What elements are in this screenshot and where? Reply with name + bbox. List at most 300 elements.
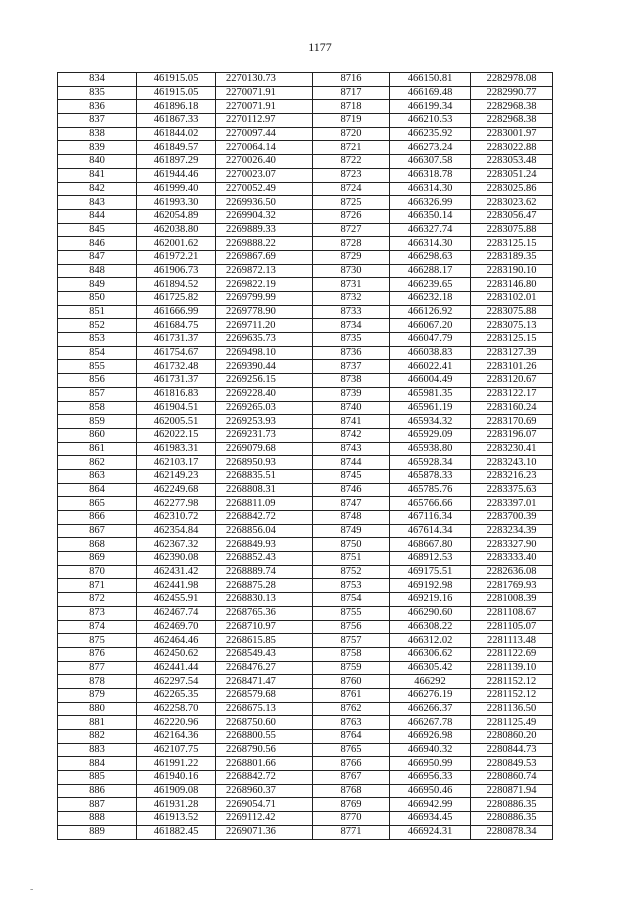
table-cell: 2270064.14 — [216, 141, 313, 155]
table-row — [58, 647, 553, 661]
table-cell: 462022.15 — [137, 428, 216, 442]
table-cell: 2283189.35 — [471, 250, 553, 264]
table-cell: 466326.99 — [390, 196, 471, 210]
table-cell: 8716 — [313, 73, 390, 87]
table-row — [58, 743, 553, 757]
table-cell: 2268960.37 — [216, 784, 313, 798]
table-cell: 466950.46 — [390, 784, 471, 798]
table-cell: 2270026.40 — [216, 155, 313, 169]
table-cell: 2283125.15 — [471, 333, 553, 347]
table-row — [58, 812, 553, 826]
table-cell: 8729 — [313, 250, 390, 264]
table-cell: 888 — [58, 812, 137, 826]
table-cell: 466327.74 — [390, 223, 471, 237]
table-cell: 462464.46 — [137, 634, 216, 648]
table-cell: 860 — [58, 428, 137, 442]
table-cell: 461993.30 — [137, 196, 216, 210]
table-cell: 465929.09 — [390, 428, 471, 442]
table-cell: 466934.45 — [390, 812, 471, 826]
table-cell: 461913.52 — [137, 812, 216, 826]
table-cell: 461931.28 — [137, 798, 216, 812]
table-cell: 8770 — [313, 812, 390, 826]
table-cell: 2270112.97 — [216, 114, 313, 128]
footer-mark: - — [30, 884, 34, 895]
table-cell: 466306.62 — [390, 647, 471, 661]
table-cell: 466926.98 — [390, 730, 471, 744]
table-cell: 841 — [58, 168, 137, 182]
table-cell: 462103.17 — [137, 456, 216, 470]
table-cell: 462038.80 — [137, 223, 216, 237]
table-cell: 874 — [58, 620, 137, 634]
table-row — [58, 620, 553, 634]
table-cell: 465981.35 — [390, 387, 471, 401]
table-row — [58, 250, 553, 264]
table-cell: 2268830.13 — [216, 593, 313, 607]
table-row — [58, 319, 553, 333]
table-cell: 462054.89 — [137, 209, 216, 223]
table-cell: 2269936.50 — [216, 196, 313, 210]
table-cell: 848 — [58, 264, 137, 278]
table-cell: 846 — [58, 237, 137, 251]
table-cell: 2283122.17 — [471, 387, 553, 401]
table-cell: 8769 — [313, 798, 390, 812]
table-row — [58, 716, 553, 730]
table-row — [58, 497, 553, 511]
table-cell: 462354.84 — [137, 524, 216, 538]
table-cell: 2283075.88 — [471, 223, 553, 237]
table-cell: 2282968.38 — [471, 100, 553, 114]
table-cell: 461940.16 — [137, 771, 216, 785]
table-cell: 871 — [58, 579, 137, 593]
table-cell: 837 — [58, 114, 137, 128]
table-cell: 2283053.48 — [471, 155, 553, 169]
table-cell: 461904.51 — [137, 401, 216, 415]
table-cell: 8750 — [313, 538, 390, 552]
table-cell: 466290.60 — [390, 606, 471, 620]
table-row — [58, 223, 553, 237]
table-cell: 851 — [58, 305, 137, 319]
table-cell: 8724 — [313, 182, 390, 196]
table-cell: 873 — [58, 606, 137, 620]
table-cell: 8762 — [313, 702, 390, 716]
table-cell: 465961.19 — [390, 401, 471, 415]
table-cell: 853 — [58, 333, 137, 347]
table-cell: 466126.92 — [390, 305, 471, 319]
table-row — [58, 264, 553, 278]
table-cell: 2281139.10 — [471, 661, 553, 675]
table-cell: 2268579.68 — [216, 688, 313, 702]
table-cell: 2283234.39 — [471, 524, 553, 538]
table-cell: 466169.48 — [390, 86, 471, 100]
table-cell: 8753 — [313, 579, 390, 593]
table-cell: 462249.68 — [137, 483, 216, 497]
table-cell: 2283102.01 — [471, 292, 553, 306]
table-cell: 2283397.01 — [471, 497, 553, 511]
table-cell: 8766 — [313, 757, 390, 771]
table-cell: 2269071.36 — [216, 825, 313, 839]
table-cell: 8761 — [313, 688, 390, 702]
table-cell: 2281008.39 — [471, 593, 553, 607]
table-cell: 2281122.69 — [471, 647, 553, 661]
table-cell: 8745 — [313, 469, 390, 483]
table-cell: 834 — [58, 73, 137, 87]
table-row — [58, 278, 553, 292]
table-cell: 2268790.56 — [216, 743, 313, 757]
table-cell: 461684.75 — [137, 319, 216, 333]
table-cell: 2268808.31 — [216, 483, 313, 497]
table-cell: 2280860.20 — [471, 730, 553, 744]
table-cell: 461897.29 — [137, 155, 216, 169]
table-cell: 2268615.85 — [216, 634, 313, 648]
table-row — [58, 141, 553, 155]
table-cell: 2268750.60 — [216, 716, 313, 730]
table-cell: 887 — [58, 798, 137, 812]
table-cell: 2283216.23 — [471, 469, 553, 483]
table-cell: 461731.37 — [137, 333, 216, 347]
table-cell: 467116.34 — [390, 511, 471, 525]
table-cell: 2282978.08 — [471, 73, 553, 87]
table-cell: 466318.78 — [390, 168, 471, 182]
table-cell: 466235.92 — [390, 127, 471, 141]
table-cell: 8719 — [313, 114, 390, 128]
table-cell: 2283196.07 — [471, 428, 553, 442]
table-cell: 8738 — [313, 374, 390, 388]
table-cell: 8765 — [313, 743, 390, 757]
table-cell: 847 — [58, 250, 137, 264]
table-cell: 8755 — [313, 606, 390, 620]
table-cell: 2269778.90 — [216, 305, 313, 319]
table-cell: 2281105.07 — [471, 620, 553, 634]
table-cell: 461754.67 — [137, 346, 216, 360]
table-cell: 2268675.13 — [216, 702, 313, 716]
table-cell: 2283333.40 — [471, 552, 553, 566]
table-cell: 8748 — [313, 511, 390, 525]
table-cell: 2280886.35 — [471, 812, 553, 826]
table-cell: 856 — [58, 374, 137, 388]
table-cell: 466350.14 — [390, 209, 471, 223]
table-cell: 462390.08 — [137, 552, 216, 566]
table-cell: 465938.80 — [390, 442, 471, 456]
table-cell: 2280860.74 — [471, 771, 553, 785]
table-cell: 2283127.39 — [471, 346, 553, 360]
table-cell: 8759 — [313, 661, 390, 675]
table-cell: 2269799.99 — [216, 292, 313, 306]
table-cell: 461896.18 — [137, 100, 216, 114]
table-row — [58, 127, 553, 141]
table-cell: 468667.80 — [390, 538, 471, 552]
table-cell: 2283160.24 — [471, 401, 553, 415]
table-cell: 2283101.26 — [471, 360, 553, 374]
table-cell: 2282636.08 — [471, 565, 553, 579]
table-cell: 461915.05 — [137, 73, 216, 87]
table-cell: 466199.34 — [390, 100, 471, 114]
table-cell: 8767 — [313, 771, 390, 785]
table-row — [58, 702, 553, 716]
table-cell: 2281136.50 — [471, 702, 553, 716]
table-cell: 2269888.22 — [216, 237, 313, 251]
table-cell: 2283375.63 — [471, 483, 553, 497]
table-row — [58, 196, 553, 210]
table-cell: 8723 — [313, 168, 390, 182]
table-cell: 466067.20 — [390, 319, 471, 333]
table-cell: 466292 — [390, 675, 471, 689]
table-cell: 462367.32 — [137, 538, 216, 552]
table-cell: 8743 — [313, 442, 390, 456]
table-cell: 469192.98 — [390, 579, 471, 593]
table-cell: 867 — [58, 524, 137, 538]
table-cell: 461983.31 — [137, 442, 216, 456]
table-cell: 461991.22 — [137, 757, 216, 771]
table-row — [58, 634, 553, 648]
table-cell: 865 — [58, 497, 137, 511]
table-cell: 466940.32 — [390, 743, 471, 757]
table-cell: 8741 — [313, 415, 390, 429]
table-row — [58, 593, 553, 607]
table-row — [58, 825, 553, 839]
table-cell: 2270097.44 — [216, 127, 313, 141]
table-row — [58, 346, 553, 360]
table-cell: 2283075.13 — [471, 319, 553, 333]
table-cell: 8734 — [313, 319, 390, 333]
table-row — [58, 333, 553, 347]
table-cell: 2269635.73 — [216, 333, 313, 347]
table-row — [58, 771, 553, 785]
table-cell: 863 — [58, 469, 137, 483]
table-cell: 461816.83 — [137, 387, 216, 401]
table-cell: 2283125.15 — [471, 237, 553, 251]
table-cell: 2270052.49 — [216, 182, 313, 196]
table-cell: 461732.48 — [137, 360, 216, 374]
table-cell: 469175.51 — [390, 565, 471, 579]
table-cell: 2283075.88 — [471, 305, 553, 319]
table-cell: 466004.49 — [390, 374, 471, 388]
table-cell: 2269822.19 — [216, 278, 313, 292]
table-cell: 8739 — [313, 387, 390, 401]
table-row — [58, 688, 553, 702]
table-cell: 462441.98 — [137, 579, 216, 593]
table-cell: 850 — [58, 292, 137, 306]
table-cell: 2283051.24 — [471, 168, 553, 182]
table-cell: 462310.72 — [137, 511, 216, 525]
table-cell: 2280886.35 — [471, 798, 553, 812]
table-cell: 466924.31 — [390, 825, 471, 839]
table-cell: 461909.08 — [137, 784, 216, 798]
table-cell: 461894.52 — [137, 278, 216, 292]
table-row — [58, 483, 553, 497]
table-cell: 8728 — [313, 237, 390, 251]
table-cell: 2268765.36 — [216, 606, 313, 620]
table-cell: 2268852.43 — [216, 552, 313, 566]
table-cell: 466022.41 — [390, 360, 471, 374]
table-row — [58, 442, 553, 456]
table-cell: 466273.24 — [390, 141, 471, 155]
table-row — [58, 456, 553, 470]
page-number: 1177 — [308, 40, 332, 54]
table-cell: 8756 — [313, 620, 390, 634]
table-cell: 8740 — [313, 401, 390, 415]
table-cell: 466312.02 — [390, 634, 471, 648]
table-cell: 8747 — [313, 497, 390, 511]
table-cell: 2270023.07 — [216, 168, 313, 182]
table-cell: 462297.54 — [137, 675, 216, 689]
table-cell: 2281108.67 — [471, 606, 553, 620]
table-cell: 466942.99 — [390, 798, 471, 812]
table-cell: 8771 — [313, 825, 390, 839]
table-cell: 878 — [58, 675, 137, 689]
table-cell: 839 — [58, 141, 137, 155]
table-cell: 2269265.03 — [216, 401, 313, 415]
table-cell: 880 — [58, 702, 137, 716]
table-cell: 8744 — [313, 456, 390, 470]
table-cell: 2268842.72 — [216, 511, 313, 525]
table-row — [58, 73, 553, 87]
table-cell: 2269498.10 — [216, 346, 313, 360]
table-cell: 8737 — [313, 360, 390, 374]
table-cell: 877 — [58, 661, 137, 675]
table-cell: 461849.57 — [137, 141, 216, 155]
table-cell: 461725.82 — [137, 292, 216, 306]
table-cell: 8720 — [313, 127, 390, 141]
table-row — [58, 209, 553, 223]
table-cell: 2268811.09 — [216, 497, 313, 511]
table-row — [58, 784, 553, 798]
table-cell: 8717 — [313, 86, 390, 100]
table-cell: 462450.62 — [137, 647, 216, 661]
table-cell: 8727 — [313, 223, 390, 237]
table-cell: 465928.34 — [390, 456, 471, 470]
table-cell: 461731.37 — [137, 374, 216, 388]
table-cell: 462001.62 — [137, 237, 216, 251]
table-cell: 8754 — [313, 593, 390, 607]
table-cell: 836 — [58, 100, 137, 114]
table-body — [58, 73, 553, 840]
table-row — [58, 415, 553, 429]
table-cell: 882 — [58, 730, 137, 744]
table-row — [58, 292, 553, 306]
table-cell: 2283023.62 — [471, 196, 553, 210]
table-cell: 2269054.71 — [216, 798, 313, 812]
table-cell: 8735 — [313, 333, 390, 347]
table-cell: 8752 — [313, 565, 390, 579]
table-cell: 8732 — [313, 292, 390, 306]
table-cell: 462149.23 — [137, 469, 216, 483]
table-cell: 2270071.91 — [216, 86, 313, 100]
table-cell: 466298.63 — [390, 250, 471, 264]
table-cell: 462258.70 — [137, 702, 216, 716]
table-cell: 461867.33 — [137, 114, 216, 128]
table-cell: 2270071.91 — [216, 100, 313, 114]
table-cell: 2283120.67 — [471, 374, 553, 388]
table-cell: 2280871.94 — [471, 784, 553, 798]
table-cell: 466950.99 — [390, 757, 471, 771]
table-cell: 466266.37 — [390, 702, 471, 716]
table-cell: 2281152.12 — [471, 675, 553, 689]
table-cell: 861 — [58, 442, 137, 456]
table-cell: 2283022.88 — [471, 141, 553, 155]
table-cell: 466038.83 — [390, 346, 471, 360]
table-cell: 8731 — [313, 278, 390, 292]
table-cell: 8764 — [313, 730, 390, 744]
table-row — [58, 387, 553, 401]
table-cell: 466267.78 — [390, 716, 471, 730]
table-cell: 2283190.10 — [471, 264, 553, 278]
table-cell: 467614.34 — [390, 524, 471, 538]
table-cell: 461906.73 — [137, 264, 216, 278]
coordinate-table — [57, 72, 553, 840]
table-cell: 849 — [58, 278, 137, 292]
table-cell: 859 — [58, 415, 137, 429]
table-row — [58, 374, 553, 388]
table-cell: 857 — [58, 387, 137, 401]
table-cell: 462431.42 — [137, 565, 216, 579]
table-row — [58, 579, 553, 593]
table-cell: 461882.45 — [137, 825, 216, 839]
table-cell: 462220.96 — [137, 716, 216, 730]
table-cell: 466314.30 — [390, 237, 471, 251]
table-cell: 8760 — [313, 675, 390, 689]
table-cell: 883 — [58, 743, 137, 757]
table-cell: 842 — [58, 182, 137, 196]
table-row — [58, 730, 553, 744]
table-cell: 2281113.48 — [471, 634, 553, 648]
table-cell: 879 — [58, 688, 137, 702]
table-cell: 872 — [58, 593, 137, 607]
table-cell: 864 — [58, 483, 137, 497]
table-cell: 8763 — [313, 716, 390, 730]
table-cell: 844 — [58, 209, 137, 223]
table-row — [58, 538, 553, 552]
table-cell: 465878.33 — [390, 469, 471, 483]
table-cell: 2280849.53 — [471, 757, 553, 771]
table-cell: 855 — [58, 360, 137, 374]
table-row — [58, 86, 553, 100]
table-cell: 2281125.49 — [471, 716, 553, 730]
table-cell: 466150.81 — [390, 73, 471, 87]
table-cell: 884 — [58, 757, 137, 771]
table-cell: 461972.21 — [137, 250, 216, 264]
table-cell: 875 — [58, 634, 137, 648]
table-cell: 2269253.93 — [216, 415, 313, 429]
table-cell: 845 — [58, 223, 137, 237]
table-cell: 8758 — [313, 647, 390, 661]
table-cell: 840 — [58, 155, 137, 169]
table-cell: 461844.02 — [137, 127, 216, 141]
table-row — [58, 114, 553, 128]
table-cell: 8746 — [313, 483, 390, 497]
table-cell: 8725 — [313, 196, 390, 210]
table-cell: 8751 — [313, 552, 390, 566]
table-row — [58, 606, 553, 620]
table-cell: 8736 — [313, 346, 390, 360]
table-cell: 8718 — [313, 100, 390, 114]
table-cell: 468912.53 — [390, 552, 471, 566]
table-cell: 869 — [58, 552, 137, 566]
table-cell: 2283025.86 — [471, 182, 553, 196]
table-cell: 854 — [58, 346, 137, 360]
table-cell: 2281152.12 — [471, 688, 553, 702]
table-cell: 466956.33 — [390, 771, 471, 785]
table-row — [58, 565, 553, 579]
table-cell: 2283327.90 — [471, 538, 553, 552]
table-cell: 886 — [58, 784, 137, 798]
table-row — [58, 661, 553, 675]
table-row — [58, 524, 553, 538]
table-row — [58, 428, 553, 442]
table-cell: 2270130.73 — [216, 73, 313, 87]
table-row — [58, 360, 553, 374]
table-cell: 870 — [58, 565, 137, 579]
table-cell: 8733 — [313, 305, 390, 319]
